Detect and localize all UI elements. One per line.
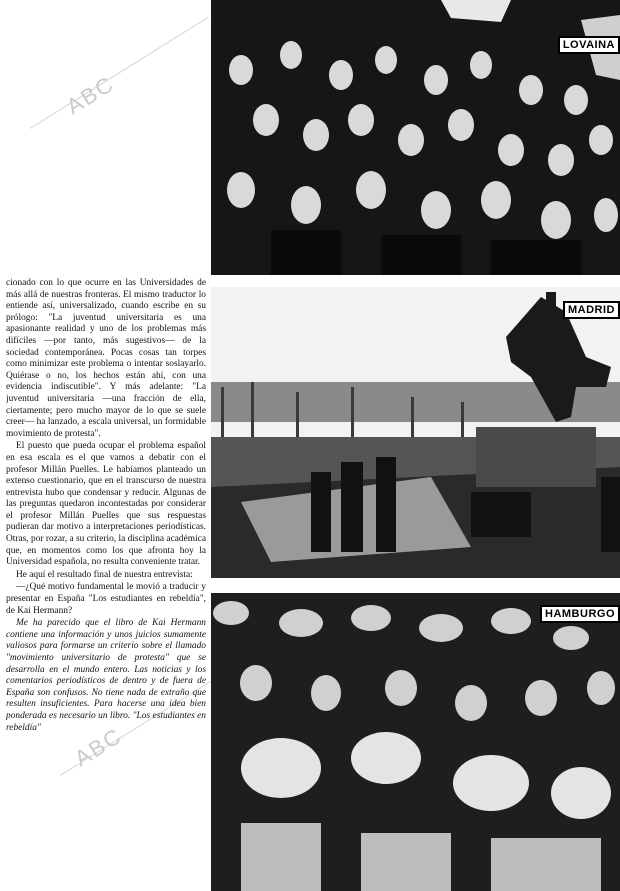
crowd-image [211, 593, 620, 891]
watermark-line [30, 17, 209, 129]
photo-label-madrid: MADRID [563, 301, 620, 319]
interview-answer: Me ha parecido que el libro de Kai Hermann contiene una información y unos juicios sumamente valiosos para formarse un criterio sobre el llamado "movimiento universitario de protesta" que se desarrolla en el mundo entero. Las noticias y los comentarios periodísticos de dentro y de fuera de España son confusos. No tiene nada de extraño que resulten insuficientes. Para hacerse una idea bien ponderada es necesario un libro. "Los estudiantes en rebeldía" [6, 618, 206, 733]
photo-madrid [211, 287, 620, 578]
article-paragraph: He aquí el resultado final de nuestra entrevista: [16, 569, 193, 580]
photo-hamburgo [211, 593, 620, 891]
article-paragraph: El puesto que pueda ocupar el problema español en esa escala es el que vamos a debatir con el profesor Millán Puelles. Le habíamos planteado un extenso cuestionario, que en el transcurso de nuestra entrevista hubo que condensar y reducir. Algunas de las preguntas quedaron incontestadas por considerar el profesor Millán Puelles que sus respuestas pudieran dar motivo a interpretaciones periodísticas. Otras, por rozar, a su criterio, la disciplina académica que, en momentos como los que afronta hoy la Universidad española, no resulta conveniente tratar. [6, 441, 206, 568]
photo-label-hamburgo: HAMBURGO [540, 605, 620, 623]
watermark-text: ABC [62, 70, 119, 120]
watermark-text: ABC [70, 722, 127, 772]
statue-image [211, 287, 620, 578]
interview-question: —¿Qué motivo fundamental le movió a traducir y presentar en España "Los estudiantes en rebeldía", de Kai Hermann? [6, 582, 206, 616]
photo-label-lovaina: LOVAINA [558, 36, 620, 54]
article-text-column [6, 278, 206, 888]
photo-lovaina [211, 0, 620, 275]
article-paragraph: cionado con lo que ocurre en las Universidades de más allá de nuestras fronteras. El mismo traductor lo entiende así, universalizado, cuando escribe en su prólogo: "La juventud universitaria es una apasionante realidad y uno de los problemas más difíciles —por tanto, más sugestivos— de la sociedad contemporánea. Pocas cosas tan torpes como minimizar este problema o intentar soslayarlo. Quiérase o no, los hechos están ahí, con una evidencia indiscutible". Y más adelante: "La juventud universitaria —una fracción de ella, ciertamente; pero mucho mayor de lo que se suele creer— ha lanzado, a escala universal, un formidable movimiento de protesta". [6, 278, 206, 439]
